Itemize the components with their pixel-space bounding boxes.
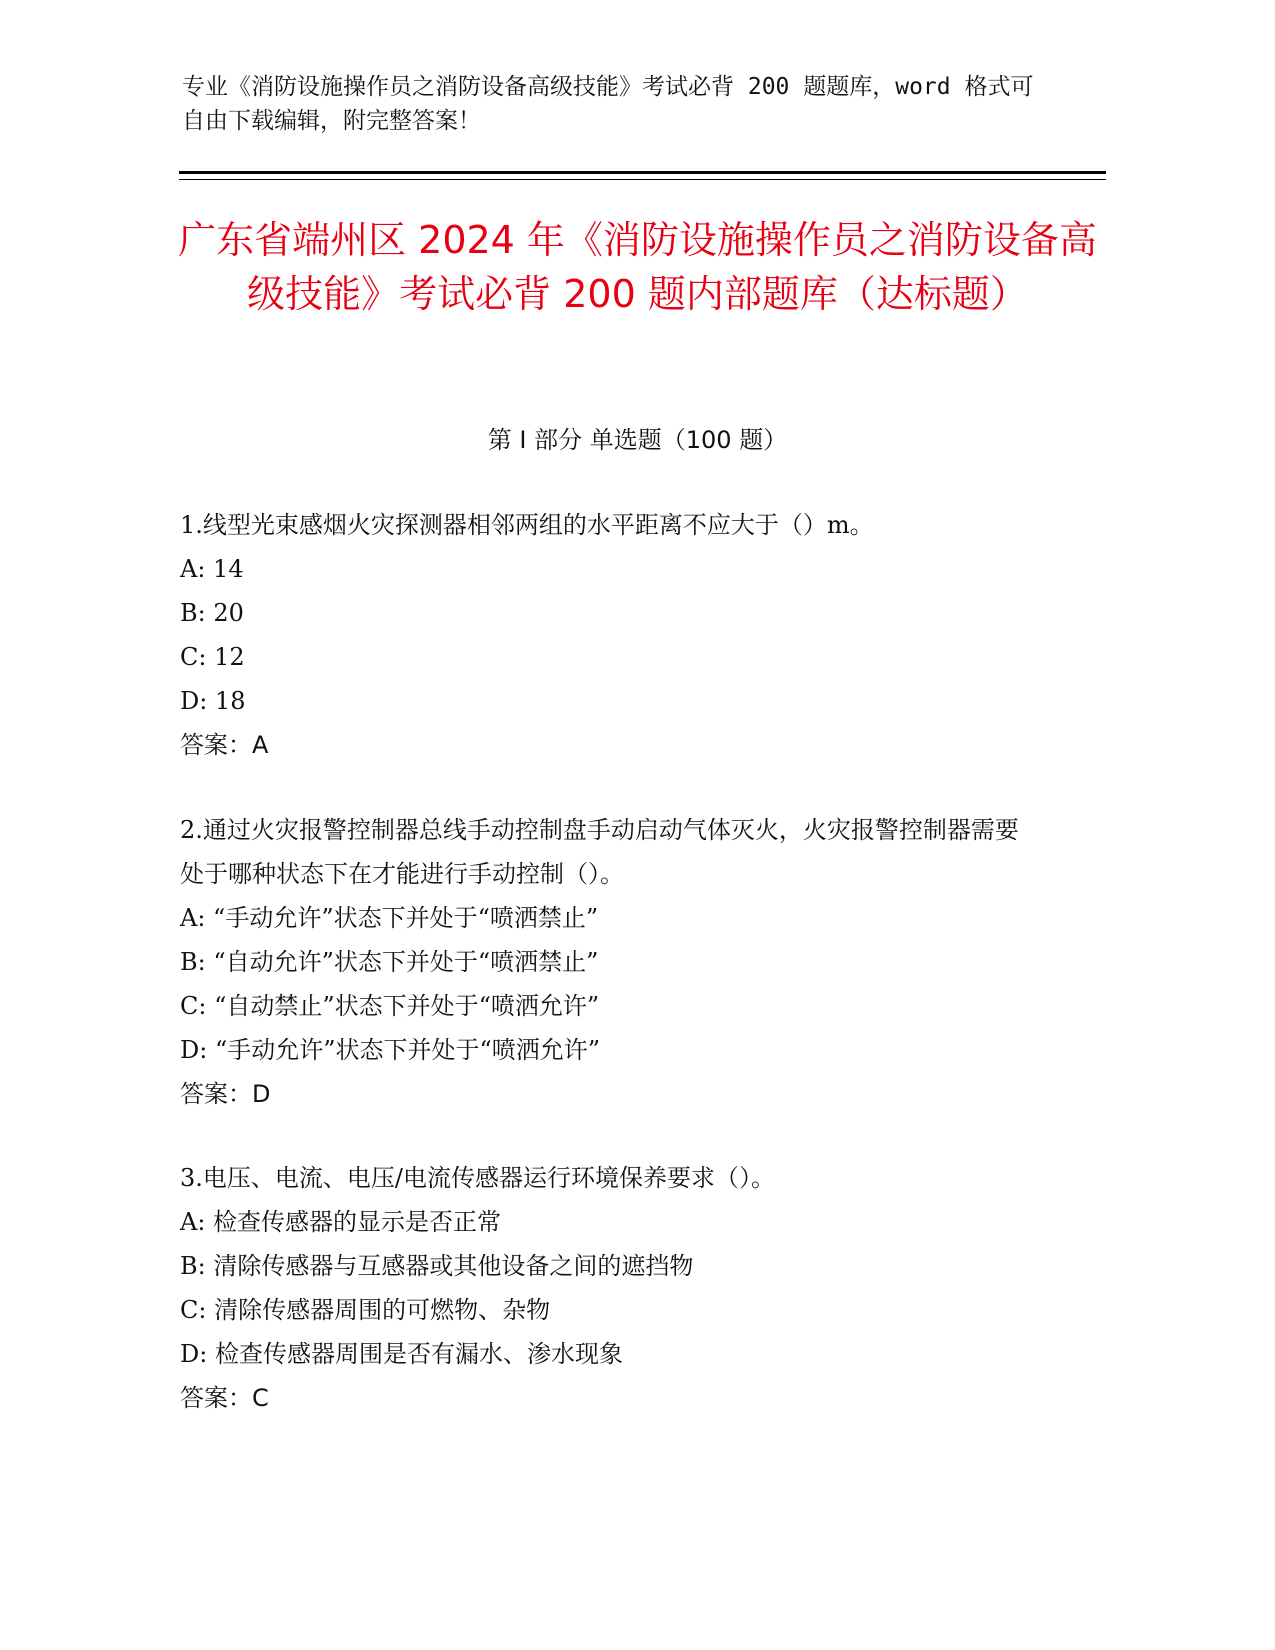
header-divider-thick	[179, 171, 1106, 174]
option-b: B: 20	[180, 599, 244, 627]
option-c: C: “自动禁止”状态下并处于“喷洒允许”	[180, 992, 600, 1020]
question-stem: 3.电压、电流、电压/电流传感器运行环境保养要求（）。	[180, 1164, 775, 1192]
header-divider-thin	[179, 179, 1106, 180]
option-a: A: 检查传感器的显示是否正常	[180, 1208, 502, 1236]
answer-label: 答案：D	[180, 1080, 271, 1108]
header-note: 专业《消防设施操作员之消防设备高级技能》考试必背 200 题题库，word 格式可自由下载编辑，附完整答案！	[182, 74, 1034, 134]
answer-label: 答案：C	[180, 1384, 269, 1412]
option-a: A: “手动允许”状态下并处于“喷洒禁止”	[180, 904, 599, 932]
question-2	[180, 808, 1020, 1116]
section-heading: 第 I 部分 单选题（100 题）	[487, 426, 788, 454]
document-title: 广东省端州区 2024 年《消防设施操作员之消防设备高级技能》考试必背 200 题内部题库（达标题）	[178, 218, 1097, 316]
option-c: C: 清除传感器周围的可燃物、杂物	[180, 1296, 551, 1324]
option-b: B: 清除传感器与互感器或其他设备之间的遮挡物	[180, 1252, 694, 1280]
option-b: B: “自动允许”状态下并处于“喷洒禁止”	[180, 948, 599, 976]
question-1	[180, 503, 1060, 767]
answer-label: 答案：A	[180, 731, 269, 759]
question-stem: 1.线型光束感烟火灾探测器相邻两组的水平距离不应大于（）m。	[180, 511, 874, 539]
option-d: D: 检查传感器周围是否有漏水、渗水现象	[180, 1340, 623, 1368]
question-stem: 2.通过火灾报警控制器总线手动控制盘手动启动气体灭火，火灾报警控制器需要处于哪种状态下在才能进行手动控制（）。	[180, 816, 1019, 888]
question-3	[180, 1156, 1060, 1420]
option-d: D: 18	[180, 687, 246, 715]
option-a: A: 14	[180, 555, 244, 583]
option-c: C: 12	[180, 643, 245, 671]
option-d: D: “手动允许”状态下并处于“喷洒允许”	[180, 1036, 601, 1064]
